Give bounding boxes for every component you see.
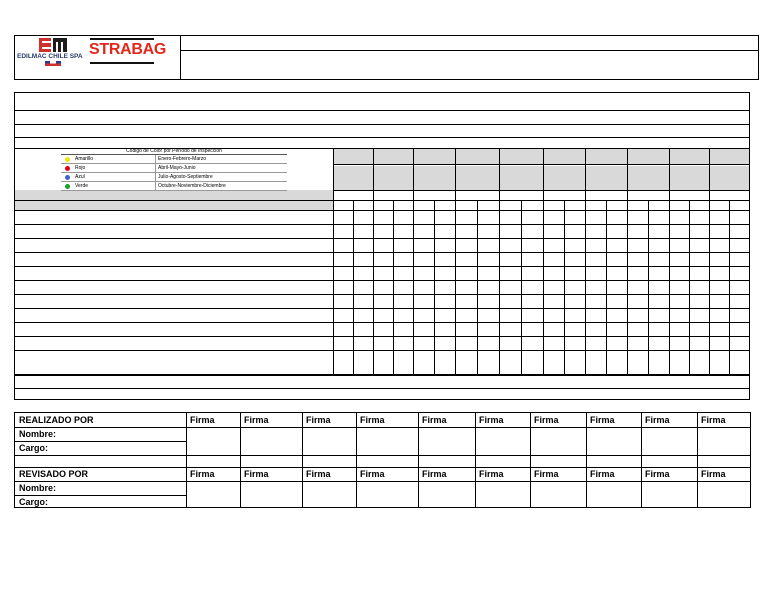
legend-color-name: Amarillo: [75, 156, 94, 162]
revisado-firma-label: Firma: [590, 469, 615, 479]
table-row-line: [15, 308, 749, 309]
table-column-line: [585, 148, 586, 376]
table-row-line: [15, 238, 749, 239]
legend-row-verde: [61, 182, 287, 191]
header-title-divider: [181, 50, 758, 51]
table-column-line: [455, 148, 456, 376]
legend-row-amarillo: [61, 155, 287, 164]
document-header: [14, 35, 759, 80]
revisado-firma-label: Firma: [190, 469, 215, 479]
legend-color-name: Rojo: [75, 165, 86, 171]
red-dot-icon: [65, 166, 70, 171]
table-column-line: [373, 148, 374, 376]
legend-months: Enero-Febrero-Marzo: [155, 155, 206, 163]
legend-row-azul: [61, 173, 287, 182]
chile-flag-icon: [45, 61, 61, 66]
signature-column-line: [641, 413, 642, 507]
realizado-firma-label: Firma: [422, 415, 447, 425]
realizado-firma-label: Firma: [534, 415, 559, 425]
blue-dot-icon: [65, 175, 70, 180]
realizado-cargo-label: Cargo:: [19, 443, 48, 453]
table-row-line: [15, 252, 749, 253]
realizado-firma-label: Firma: [306, 415, 331, 425]
color-code-legend: [61, 148, 287, 191]
table-row-line: [15, 350, 749, 351]
signature-row-line: [186, 481, 750, 482]
table-row-line: [15, 374, 749, 376]
revisado-firma-label: Firma: [534, 469, 559, 479]
shaded-cell: [333, 166, 749, 190]
table-row-line: [15, 322, 749, 323]
signature-column-line: [240, 413, 241, 507]
table-row-line: [15, 336, 749, 337]
legend-months: Octubre-Noviembre-Diciembre: [155, 182, 226, 190]
signature-column-line: [356, 413, 357, 507]
realizado-firma-label: Firma: [360, 415, 385, 425]
realizado-nombre-label: Nombre:: [19, 429, 57, 439]
strabag-logo: [89, 38, 167, 64]
table-row-line: [15, 280, 749, 281]
revisado-firma-label: Firma: [645, 469, 670, 479]
company-name: EDILMAC CHILE SPA: [17, 53, 83, 60]
table-row-line: [15, 137, 749, 138]
green-dot-icon: [65, 184, 70, 189]
em-logo-icon: [39, 38, 67, 52]
realizado-firma-label: Firma: [645, 415, 670, 425]
legend-color-name: Verde: [75, 183, 89, 189]
signature-column-line: [586, 413, 587, 507]
signature-row-line: [186, 455, 750, 456]
table-column-line: [709, 148, 710, 376]
table-column-line: [333, 148, 334, 376]
table-row-line: [15, 266, 749, 267]
realizado-firma-label: Firma: [190, 415, 215, 425]
yellow-dot-icon: [65, 157, 70, 162]
legend-months: Julio-Agosto-Septiembre: [155, 173, 213, 181]
table-column-line: [543, 148, 544, 376]
signature-column-line: [418, 413, 419, 507]
signature-table: [14, 412, 751, 508]
realizado-firma-label: Firma: [479, 415, 504, 425]
strabag-top-bar: [90, 38, 154, 40]
revisado-por-label: REVISADO POR: [19, 469, 89, 479]
logo-cell: [15, 36, 181, 79]
realizado-firma-label: Firma: [590, 415, 615, 425]
signature-column-line: [475, 413, 476, 507]
signature-column-line: [186, 413, 187, 507]
legend-color-name: Azul: [75, 174, 85, 180]
signature-row-line: [15, 455, 186, 456]
revisado-firma-label: Firma: [422, 469, 447, 479]
strabag-bottom-bar: [90, 62, 154, 64]
table-column-line: [413, 148, 414, 376]
signature-column-line: [530, 413, 531, 507]
realizado-firma-label: Firma: [701, 415, 726, 425]
strabag-wordmark: STRABAG: [89, 41, 167, 58]
realizado-firma-label: Firma: [244, 415, 269, 425]
table-row-line: [15, 224, 749, 225]
table-column-line: [669, 148, 670, 376]
signature-column-line: [302, 413, 303, 507]
revisado-cargo-label: Cargo:: [19, 497, 48, 507]
table-column-line: [499, 148, 500, 376]
revisado-firma-label: Firma: [360, 469, 385, 479]
table-row-line: [15, 294, 749, 295]
table-row-line: [15, 200, 749, 201]
table-row-line: [15, 110, 749, 111]
revisado-firma-label: Firma: [701, 469, 726, 479]
table-row-line: [333, 164, 749, 165]
shaded-cell: [333, 148, 749, 164]
table-row-line: [15, 210, 749, 211]
signature-row-line: [15, 427, 750, 428]
revisado-nombre-label: Nombre:: [19, 483, 57, 493]
table-row-line: [333, 190, 749, 191]
table-row-line: [15, 124, 749, 125]
inspection-table: [14, 92, 750, 400]
revisado-firma-label: Firma: [244, 469, 269, 479]
revisado-firma-label: Firma: [479, 469, 504, 479]
realizado-por-label: REALIZADO POR: [19, 415, 94, 425]
revisado-firma-label: Firma: [306, 469, 331, 479]
legend-row-rojo: [61, 164, 287, 173]
legend-months: Abril-Mayo-Junio: [155, 164, 196, 172]
table-column-line: [627, 148, 628, 376]
table-row-line: [15, 388, 749, 389]
signature-column-line: [697, 413, 698, 507]
legend-title: Código de Color por Período de Inspección: [61, 148, 287, 155]
